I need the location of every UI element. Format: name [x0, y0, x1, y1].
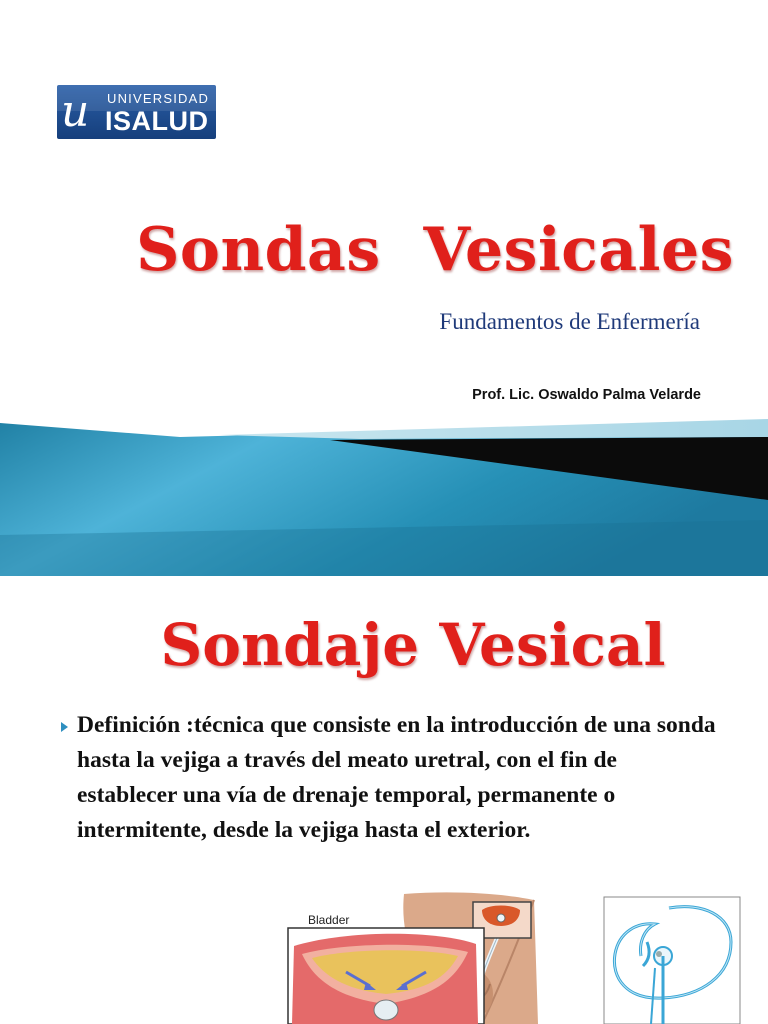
slide2-title: Sondaje Vesical [160, 611, 666, 679]
bladder-anatomy-illustration [286, 886, 546, 1024]
slide1-subtitle: Fundamentos de Enfermería [439, 309, 700, 334]
triangle-bullet-icon [58, 721, 74, 733]
logo-mark: u [61, 86, 90, 137]
logo-bottom-text: ISALUD [105, 106, 209, 136]
decorative-band [0, 415, 768, 576]
definition-text: Definición :técnica que consiste en la introducción de una sonda hasta la vejiga a través del meato uretral, con el fin de establecer una vía de drenaje temporal, permanente o intermitente, desde la vejiga hasta el exterior. [77, 712, 716, 843]
content-slide [0, 576, 768, 1024]
logo-top-text: UNIVERSIDAD [107, 91, 210, 106]
slide1-title: Sondas Vesicales [136, 215, 734, 285]
foley-catheter-image [603, 896, 741, 1024]
author-name: Prof. Lic. Oswaldo Palma Velarde [472, 387, 701, 403]
figure-label: Bladder [308, 913, 350, 927]
university-logo [57, 85, 216, 139]
